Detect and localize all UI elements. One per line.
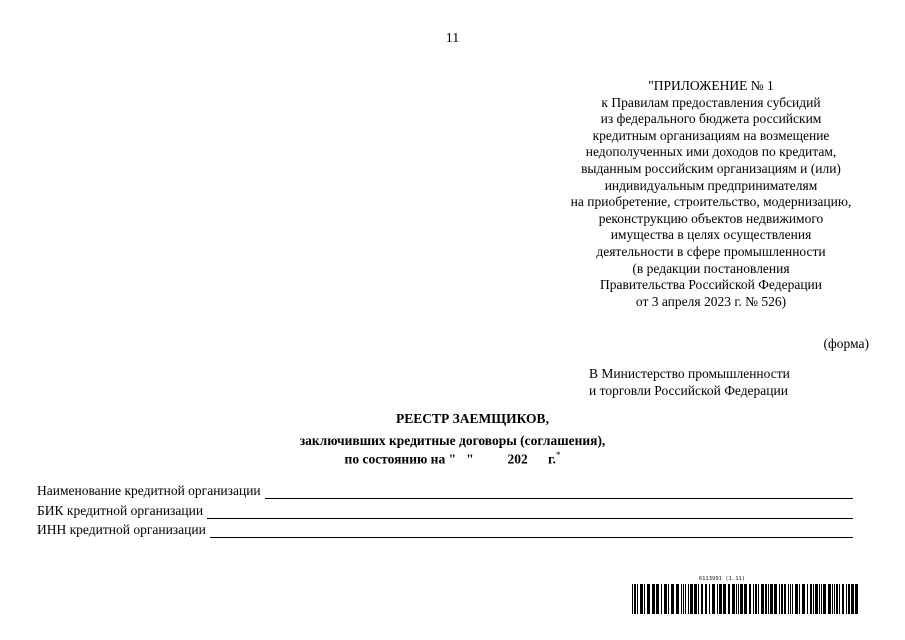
appendix-line: к Правилам предоставления субсидий	[601, 94, 821, 110]
field-label: ИНН кредитной организации	[37, 522, 206, 537]
appendix-line: на приобретение, строительство, модернизацию,	[570, 194, 852, 210]
appendix-line: деятельности в сфере промышленности	[596, 243, 826, 259]
fill-line-inn[interactable]	[210, 523, 853, 538]
fill-line-bik[interactable]	[207, 504, 853, 519]
appendix-line: из федерального бюджета российским	[600, 111, 822, 127]
field-label: Наименование кредитной организации	[37, 483, 261, 498]
appendix-line: (в редакции постановления	[632, 260, 790, 276]
appendix-line: "ПРИЛОЖЕНИЕ № 1	[648, 78, 774, 93]
register-date-line	[0, 450, 905, 468]
appendix-header	[540, 78, 882, 310]
field-label: БИК кредитной организации	[37, 503, 204, 518]
appendix-line: индивидуальным предпринимателям	[604, 177, 818, 193]
addressee-line-1: В Министерство промышленности	[589, 366, 790, 381]
footnote-asterisk: *	[555, 450, 561, 460]
appendix-line: выданным российским организациям и (или)	[581, 160, 841, 176]
date-text: по состоянию на " " 202 г.	[344, 451, 556, 467]
appendix-line: Правительства Российской Федерации	[600, 277, 822, 293]
register-title: РЕЕСТР ЗАЕМЩИКОВ,	[396, 411, 549, 426]
appendix-line: недополученных ими доходов по кредитам,	[585, 144, 837, 160]
field-credit-org-bik[interactable]	[37, 501, 853, 519]
addressee	[589, 365, 790, 399]
fill-line-name[interactable]	[265, 484, 853, 499]
barcode-block	[632, 576, 858, 614]
field-credit-org-name[interactable]	[37, 481, 853, 499]
barcode-caption: 6113991 (1.11)	[698, 576, 746, 582]
register-subtitle: заключивших кредитные договоры (соглашения),	[299, 433, 606, 448]
barcode-icon	[632, 584, 858, 614]
appendix-line: кредитным организациям на возмещение	[592, 127, 830, 143]
form-label: (форма)	[823, 336, 869, 351]
appendix-line: реконструкцию объектов недвижимого	[598, 210, 824, 226]
appendix-line: от 3 апреля 2023 г. № 526)	[635, 293, 787, 309]
addressee-line-2: и торговли Российской Федерации	[589, 383, 788, 398]
appendix-line: имущества в целях осуществления	[610, 227, 812, 243]
field-credit-org-inn[interactable]	[37, 520, 853, 538]
page-number: 11	[445, 31, 460, 46]
